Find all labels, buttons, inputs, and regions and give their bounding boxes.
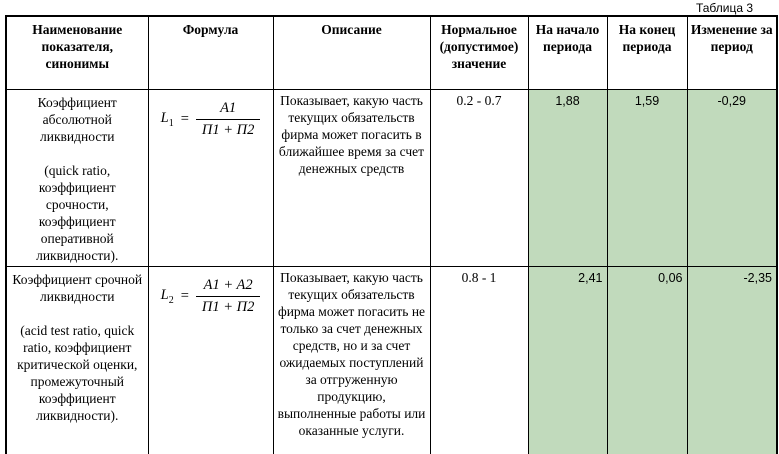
change-value-cell: -2,35 — [687, 266, 777, 454]
indicator-synonyms: (quick ratio, коэффициент срочности, коэффициент оперативной ликвидности). — [36, 162, 119, 263]
col-header-indicator-name: Наименование показателя, синонимы — [6, 16, 148, 89]
normal-value-cell: 0.2 - 0.7 — [430, 89, 528, 266]
col-header-description: Описание — [273, 16, 430, 89]
start-of-period-value-cell: 2,41 — [528, 266, 607, 454]
table-caption: Таблица 3 — [695, 1, 753, 15]
table-row-absolute-liquidity — [6, 89, 777, 266]
start-of-period-value-cell: 1,88 — [528, 89, 607, 266]
fraction — [196, 277, 260, 316]
indicator-name: Коэффициент абсолютной ликвидности — [37, 94, 117, 144]
indicator-synonyms: (acid test ratio, quick ratio, коэффициент критической оценки, промежуточный коэффициент ликвидности). — [17, 322, 138, 423]
col-header-start-of-period: На начало периода — [528, 16, 607, 89]
description-cell: Показывает, какую часть текущих обязательств фирма может погасить не только за счет денежных средств, но и за счет ожидаемых поступлений за отгруженную продукцию, выполненные работы или оказанные услуги. — [273, 266, 430, 454]
table-row-quick-liquidity — [6, 266, 777, 454]
fraction-denominator: П1 + П2 — [196, 296, 260, 316]
formula-lhs: $L_2$ — [160, 286, 174, 306]
formula-lhs: $L_1$ — [160, 109, 174, 129]
fraction — [196, 100, 260, 139]
formula-cell — [148, 89, 273, 266]
fraction-denominator: П1 + П2 — [196, 119, 260, 139]
col-header-formula: Формула — [148, 16, 273, 89]
change-value-cell: -0,29 — [687, 89, 777, 266]
fraction-numerator: A1 — [220, 99, 237, 116]
col-header-end-of-period: На конец периода — [607, 16, 687, 89]
indicator-name-cell — [6, 89, 148, 266]
formula-subscript: 1 — [168, 117, 174, 129]
formula-cell — [148, 266, 273, 454]
col-header-change: Изменение за период — [687, 16, 777, 89]
liquidity-ratios-table — [5, 15, 778, 454]
indicator-name: Коэффициент срочной ликвидности — [12, 271, 143, 304]
indicator-name-cell — [6, 266, 148, 454]
end-of-period-value-cell: 1,59 — [607, 89, 687, 266]
equals-sign: = — [180, 287, 189, 304]
formula-l1 — [152, 100, 270, 139]
col-header-normal-value: Нормальное (допустимое) значение — [430, 16, 528, 89]
description-cell: Показывает, какую часть текущих обязательств фирма может погасить в ближайшее время за счет денежных средств — [273, 89, 430, 266]
fraction-numerator: A1 + A2 — [203, 276, 253, 293]
equals-sign: = — [180, 110, 189, 127]
formula-l2 — [152, 277, 270, 316]
normal-value-cell: 0.8 - 1 — [430, 266, 528, 454]
header-row — [6, 16, 777, 89]
end-of-period-value-cell: 0,06 — [607, 266, 687, 454]
formula-subscript: 2 — [168, 294, 174, 306]
